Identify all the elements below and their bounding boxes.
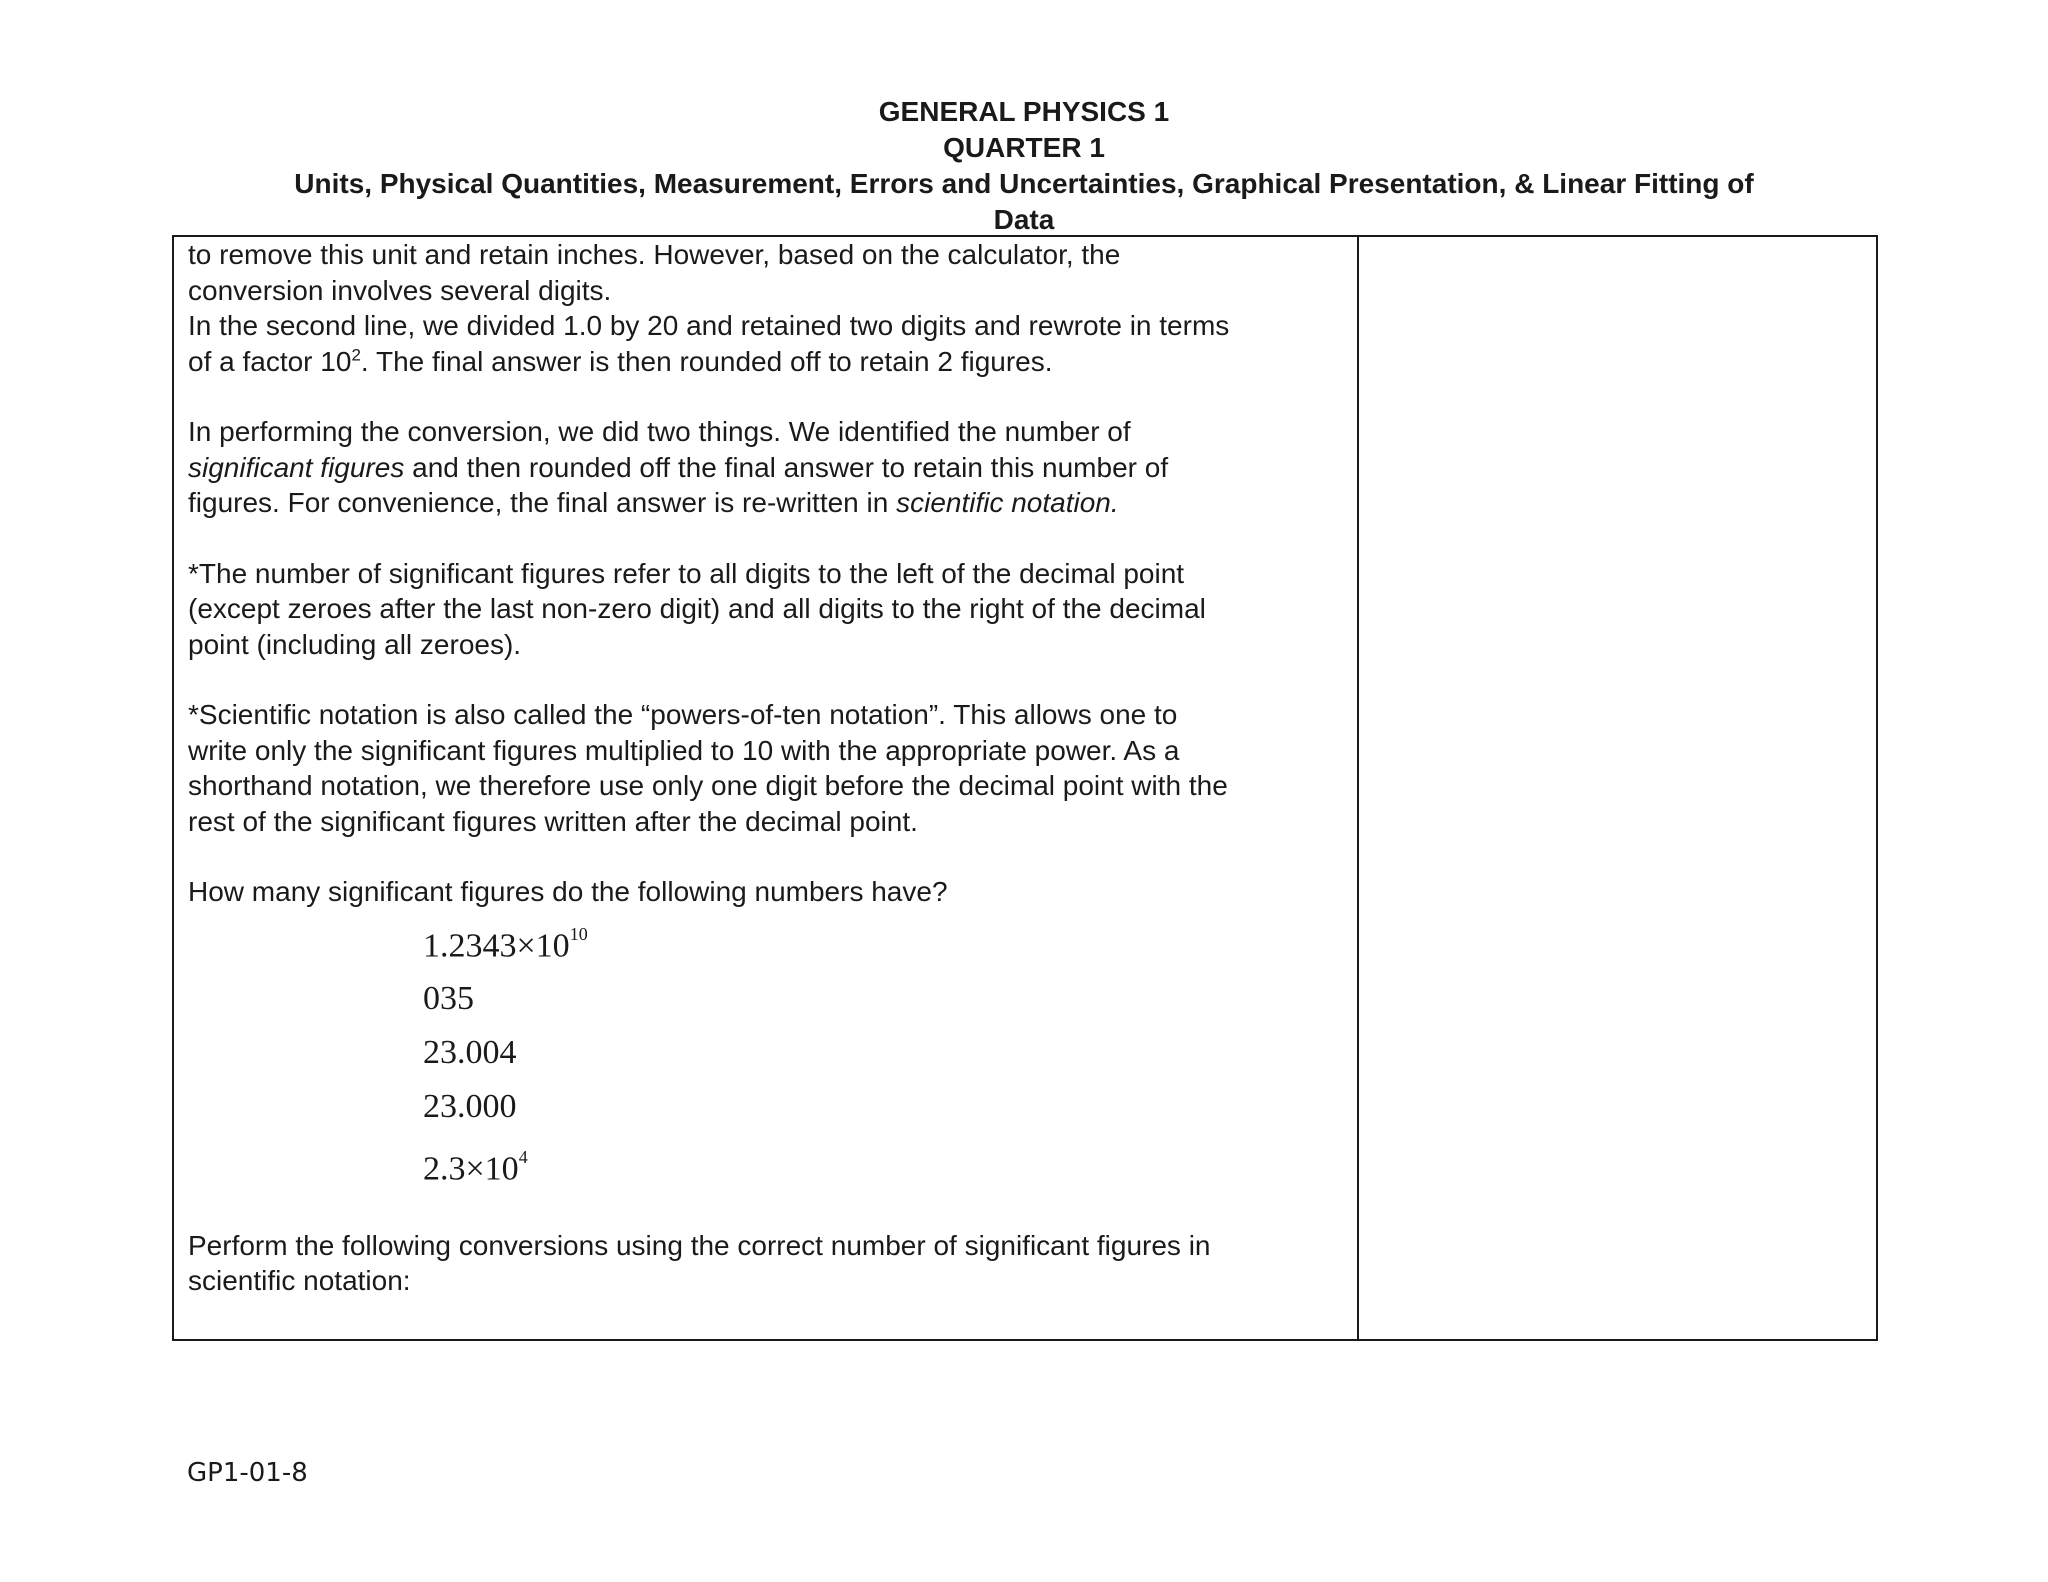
quarter-label: QUARTER 1	[943, 132, 1105, 163]
text-span: . The final answer is then rounded off to retain 2 figures.	[360, 345, 1053, 377]
text-span: figures. For convenience, the final answer is re-written in	[188, 487, 897, 518]
text-line	[188, 450, 1348, 486]
number-base: 1.2343×10	[423, 926, 570, 964]
number-item: 23.004	[423, 1033, 517, 1071]
page-code: GP1-01-8	[187, 1458, 308, 1488]
number-item	[423, 914, 1348, 972]
text-line: write only the significant figures multiplied to 10 with the appropriate power. As a	[188, 734, 1180, 766]
document-header	[170, 94, 1878, 238]
italic-term: scientific notation.	[896, 487, 1119, 518]
paragraph-significant-figures-definition	[188, 556, 1348, 663]
number-item: 23.000	[423, 1087, 517, 1125]
text-span: of a factor 10	[188, 345, 352, 377]
text-line: conversion involves several digits.	[188, 274, 612, 306]
topic-title-line1: Units, Physical Quantities, Measurement, Errors and Uncertainties, Graphical Presentation, & Linear Fitting of	[294, 168, 1754, 199]
text-line: In performing the conversion, we did two things. We identified the number of	[188, 416, 1131, 447]
text-line: point (including all zeroes).	[188, 628, 522, 660]
number-exponent: 10	[569, 923, 588, 944]
text-line: scientific notation:	[188, 1265, 411, 1296]
text-line: In the second line, we divided 1.0 by 20 and retained two digits and rewrote in terms	[188, 310, 1230, 341]
paragraph-scientific-notation-definition	[188, 697, 1348, 839]
text-line: Perform the following conversions using the correct number of significant figures in	[188, 1229, 1211, 1261]
text-line: to remove this unit and retain inches. However, based on the calculator, the	[188, 239, 1121, 270]
paragraph-perform-conversions	[188, 1228, 1348, 1299]
paragraph-conversion-steps	[188, 414, 1348, 521]
text-line: *Scientific notation is also called the “powers-of-ten notation”. This allows one to	[188, 699, 1178, 730]
paragraph-calculator-note	[188, 237, 1348, 379]
text-line	[188, 485, 1348, 521]
text-line	[188, 344, 1348, 380]
number-item	[423, 1134, 1348, 1188]
italic-term: significant figures	[188, 451, 405, 483]
text-line: (except zeroes after the last non-zero digit) and all digits to the right of the decimal	[188, 593, 1206, 624]
text-line: *The number of significant figures refer to all digits to the left of the decimal point	[188, 557, 1185, 589]
number-exponent: 4	[518, 1146, 528, 1167]
question-prompt: How many significant figures do the following numbers have?	[188, 876, 948, 907]
course-title: GENERAL PHYSICS 1	[878, 96, 1170, 127]
number-item: 035	[423, 979, 474, 1017]
text-line: shorthand notation, we therefore use only one digit before the decimal point with the	[188, 770, 1228, 801]
text-line: rest of the significant figures written after the decimal point.	[188, 805, 918, 837]
column-divider	[1357, 237, 1359, 1339]
number-list	[423, 914, 1348, 1188]
topic-title-line2: Data	[993, 204, 1055, 235]
superscript: 2	[351, 345, 361, 365]
text-span: and then rounded off the final answer to retain this number of	[404, 451, 1169, 483]
number-base: 2.3×10	[423, 1149, 519, 1187]
main-content-cell	[188, 237, 1348, 1299]
content-table	[172, 235, 1878, 1341]
